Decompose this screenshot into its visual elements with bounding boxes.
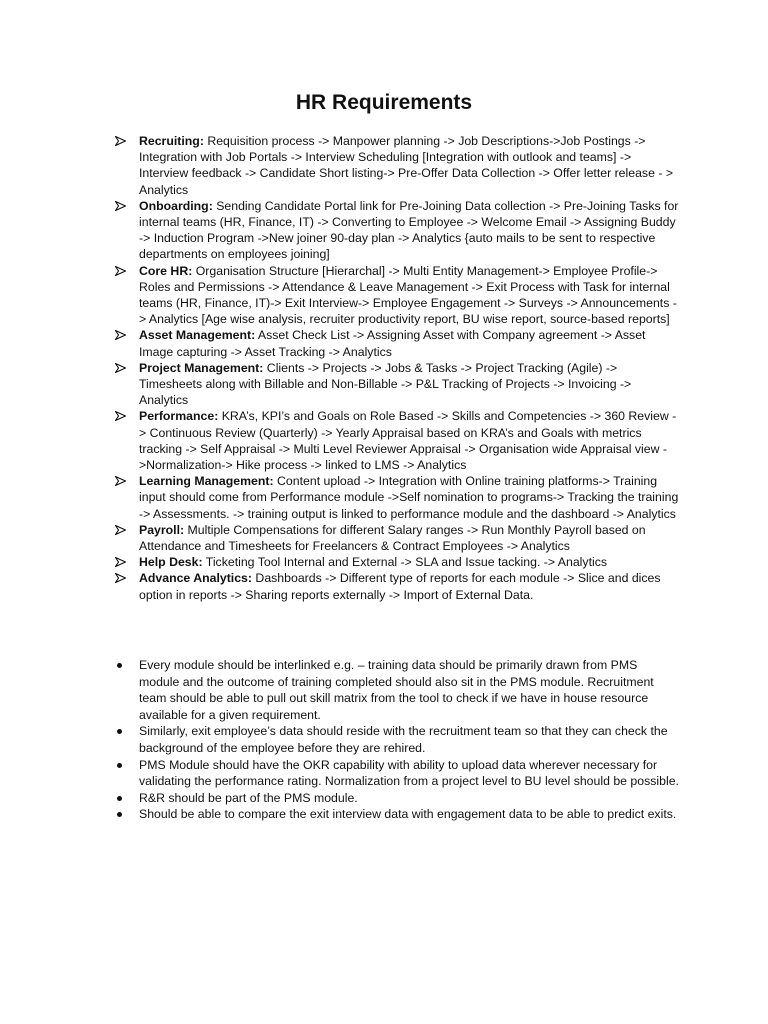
requirement-description: Content upload -> Integration with Online training platforms-> Training input should come from Performance module ->Self nomination to programs-> Tracking the training -> Assessments. -> training output is linked to performance module and the dashboard -> Analytics bbox=[139, 474, 679, 521]
arrowhead-bullet-icon bbox=[115, 557, 126, 567]
arrowhead-bullet-icon bbox=[115, 201, 126, 211]
requirement-name: Advance Analytics bbox=[139, 571, 248, 586]
requirement-name: Learning Management bbox=[139, 474, 270, 489]
requirement-description: Requisition process -> Manpower planning -> Job Descriptions->Job Postings -> Integration with Job Portals -> Interview Scheduling [Integration with outlook and teams] -> Interview feedback -> Candidate Short listing-> Pre-Offer Data Collection -> Offer letter release - > Analytics bbox=[139, 134, 674, 197]
arrowhead-bullet-icon bbox=[115, 411, 126, 421]
note-text: Every module should be interlinked e.g. – training data should be primarily drawn from PMS module and the outcome of training completed should also sit in the PMS module. Recruitment team should be able to pull out skill matrix from the tool to check if we have in house resource available for a given requirement. bbox=[139, 658, 654, 722]
round-bullet-icon bbox=[117, 763, 122, 768]
requirement-name: Payroll bbox=[139, 522, 181, 537]
arrowhead-bullet-icon bbox=[115, 525, 126, 535]
notes-list bbox=[114, 657, 679, 823]
requirement-item bbox=[114, 327, 679, 359]
requirement-name: Onboarding bbox=[139, 198, 209, 213]
requirement-name: Project Management bbox=[139, 360, 260, 375]
page-title: HR Requirements bbox=[295, 91, 473, 114]
requirement-name-colon: : bbox=[208, 198, 213, 213]
arrowhead-bullet-icon bbox=[115, 136, 126, 146]
requirement-description: Dashboards -> Different type of reports for each module -> Slice and dices option in reports -> Sharing reports externally -> Import of External Data. bbox=[139, 571, 661, 602]
requirement-name: Help Desk bbox=[139, 555, 199, 570]
requirement-item bbox=[114, 263, 679, 328]
requirement-item bbox=[114, 133, 679, 198]
requirement-item bbox=[114, 554, 679, 570]
round-bullet-icon bbox=[117, 663, 122, 668]
requirement-description: Organisation Structure [Hierarchal] -> Multi Entity Management-> Employee Profile-> Roles and Permissions -> Attendance & Leave Management -> Exit Process with Task for internal teams (HR, Finance, IT)-> Exit Interview-> Employee Engagement -> Surveys -> Announcements -> Analytics [Age wise analysis, recruiter productivity report, BU wise report, source-based reports] bbox=[139, 263, 677, 327]
requirement-name-colon: : bbox=[251, 328, 256, 343]
requirement-item bbox=[114, 522, 679, 554]
note-item bbox=[114, 806, 679, 823]
requirement-name-colon: : bbox=[198, 555, 203, 570]
requirement-description: Multiple Compensations for different Salary ranges -> Run Monthly Payroll based on Attendance and Timesheets for Freelancers & Contract Employees -> Analytics bbox=[139, 522, 646, 554]
note-text: PMS Module should have the OKR capability with ability to upload data wherever necessary for validating the performance rating. Normalization from a project level to BU level should be possible. bbox=[139, 757, 679, 789]
requirement-name-colon: : bbox=[188, 263, 193, 278]
arrowhead-bullet-icon bbox=[115, 573, 126, 583]
requirement-item bbox=[114, 198, 679, 263]
requirement-name: Recruiting bbox=[139, 134, 200, 148]
note-text: Similarly, exit employee’s data should reside with the recruitment team so that they can check the background of the employee before they are rehired. bbox=[139, 724, 668, 755]
note-item bbox=[114, 657, 679, 723]
requirement-item bbox=[114, 360, 679, 409]
round-bullet-icon bbox=[117, 812, 122, 817]
requirement-description: KRA’s, KPI’s and Goals on Role Based -> Skills and Competencies -> 360 Review -> Continuous Review (Quarterly) -> Yearly Appraisal based on KRA’s and Goals with metrics tracking -> Self Appraisal -> Multi Level Reviewer Appraisal -> Organisation wide Appraisal view ->Normalization-> Hike process -> linked to LMS -> Analytics bbox=[139, 409, 677, 473]
note-text: R&R should be part of the PMS module. bbox=[139, 790, 358, 805]
requirement-name: Core HR bbox=[139, 263, 189, 278]
arrowhead-bullet-icon bbox=[115, 330, 126, 340]
requirement-item bbox=[114, 570, 679, 602]
round-bullet-icon bbox=[117, 796, 122, 801]
round-bullet-icon bbox=[117, 729, 122, 734]
requirement-name-colon: : bbox=[199, 134, 204, 148]
note-item bbox=[114, 723, 679, 756]
requirement-description: Clients -> Projects -> Jobs & Tasks -> Project Tracking (Agile) -> Timesheets along with Billable and Non-Billable -> P&L Tracking of Projects -> Invoicing -> Analytics bbox=[139, 360, 632, 408]
requirement-item bbox=[114, 473, 679, 522]
requirement-name: Performance bbox=[139, 409, 215, 424]
arrowhead-bullet-icon bbox=[115, 266, 126, 276]
note-item bbox=[114, 757, 679, 790]
requirements-list bbox=[114, 133, 679, 603]
requirement-name-colon: : bbox=[214, 409, 219, 424]
requirement-item bbox=[114, 408, 679, 473]
requirement-name-colon: : bbox=[180, 522, 185, 537]
requirement-description: Ticketing Tool Internal and External -> SLA and Issue tacking. -> Analytics bbox=[202, 555, 608, 570]
arrowhead-bullet-icon bbox=[115, 363, 126, 373]
requirement-name-colon: : bbox=[247, 571, 253, 586]
requirement-name: Asset Management bbox=[139, 328, 252, 343]
note-text: Should be able to compare the exit interview data with engagement data to be able to predict exits. bbox=[139, 807, 677, 822]
requirement-description: Asset Check List -> Assigning Asset with Company agreement -> Asset Image capturing -> Asset Tracking -> Analytics bbox=[139, 328, 646, 359]
requirement-description: Sending Candidate Portal link for Pre-Joining Data collection -> Pre-Joining Tasks for internal teams (HR, Finance, IT) -> Converting to Employee -> Welcome Email -> Assigning Buddy -> Induction Program ->New joiner 90-day plan -> Analytics {auto mails to be sent to respective departments on employees joining] bbox=[139, 198, 679, 262]
requirement-name-colon: : bbox=[269, 474, 274, 489]
note-item bbox=[114, 790, 679, 807]
requirement-name-colon: : bbox=[259, 360, 264, 375]
arrowhead-bullet-icon bbox=[115, 476, 126, 486]
